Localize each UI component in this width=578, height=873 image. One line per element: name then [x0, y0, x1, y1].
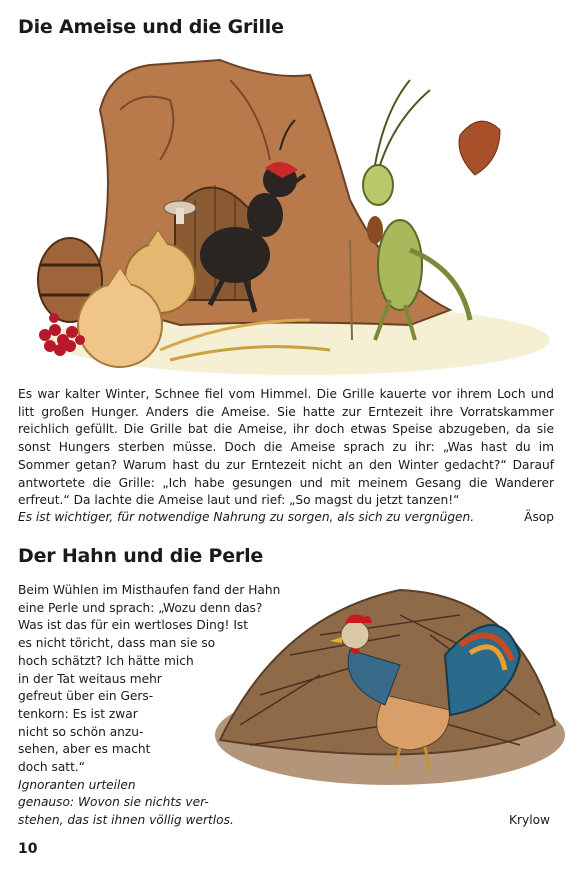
story1-moral-row — [18, 509, 554, 527]
story-title-rooster-pearl: Der Hahn und die Perle — [18, 545, 264, 567]
ant-cricket-illustration — [30, 50, 560, 380]
story1-author: Äsop — [524, 510, 554, 524]
story2-line: eine Perle und sprach: „Wozu denn das? — [18, 600, 263, 615]
story2-line: hoch schätzt? Ich hätte mich — [18, 653, 194, 668]
page-number: 10 — [18, 841, 38, 857]
story1-moral: Es ist wichtiger, für notwendige Nahrung zu sorgen, als sich zu vergnügen. — [18, 510, 475, 524]
story2-text — [18, 582, 281, 830]
story2-line: sehen, aber es macht — [18, 742, 151, 757]
story2-line: in der Tat weitaus mehr — [18, 671, 162, 686]
story2-line: gefreut über ein Gers- — [18, 689, 154, 704]
story2-line: doch satt.“ — [18, 760, 86, 775]
story2-line: es nicht töricht, dass man sie so — [18, 636, 216, 651]
story2-moral-line: genauso: Wovon sie nichts ver- — [18, 795, 209, 810]
story2-line: nicht so schön anzu- — [18, 724, 144, 739]
story2-line: Beim Wühlen im Misthaufen fand der Hahn — [18, 583, 281, 597]
story2-moral-line: Ignoranten urteilen — [18, 777, 136, 792]
story2-line: Was ist das für ein wertloses Ding! Ist — [18, 618, 249, 633]
story1-text: Es war kalter Winter, Schnee fiel vom Himmel. Die Grille kauerte vor ihrem Loch und litt großen Hunger. Anders die Ameise. Sie hatte zur Erntezeit ihre Vorratskammer reichlich gefüllt. Die Grille bat die Ameise, ihr doch etwas Speise abzugeben, da sie sonst Hungers sterben müsse. Doch die Ameise sprach zu ihr: „Was hast du im Sommer getan? Warum hast du zur Erntezeit nicht an den Winter gedacht?“ Darauf antwortete die Grille: „Ich habe gesungen und mit meinem Gesang die Wanderer erfreut.“ Da lachte die Ameise laut und rief: „So magst du jetzt tanzen!“ — [18, 387, 554, 508]
story2-line: tenkorn: Es ist zwar — [18, 706, 138, 721]
story-title-ant-cricket: Die Ameise und die Grille — [18, 16, 284, 38]
story2-moral-line: stehen, das ist ihnen völlig wertlos. — [18, 813, 234, 828]
story2-author: Krylow — [509, 813, 551, 827]
